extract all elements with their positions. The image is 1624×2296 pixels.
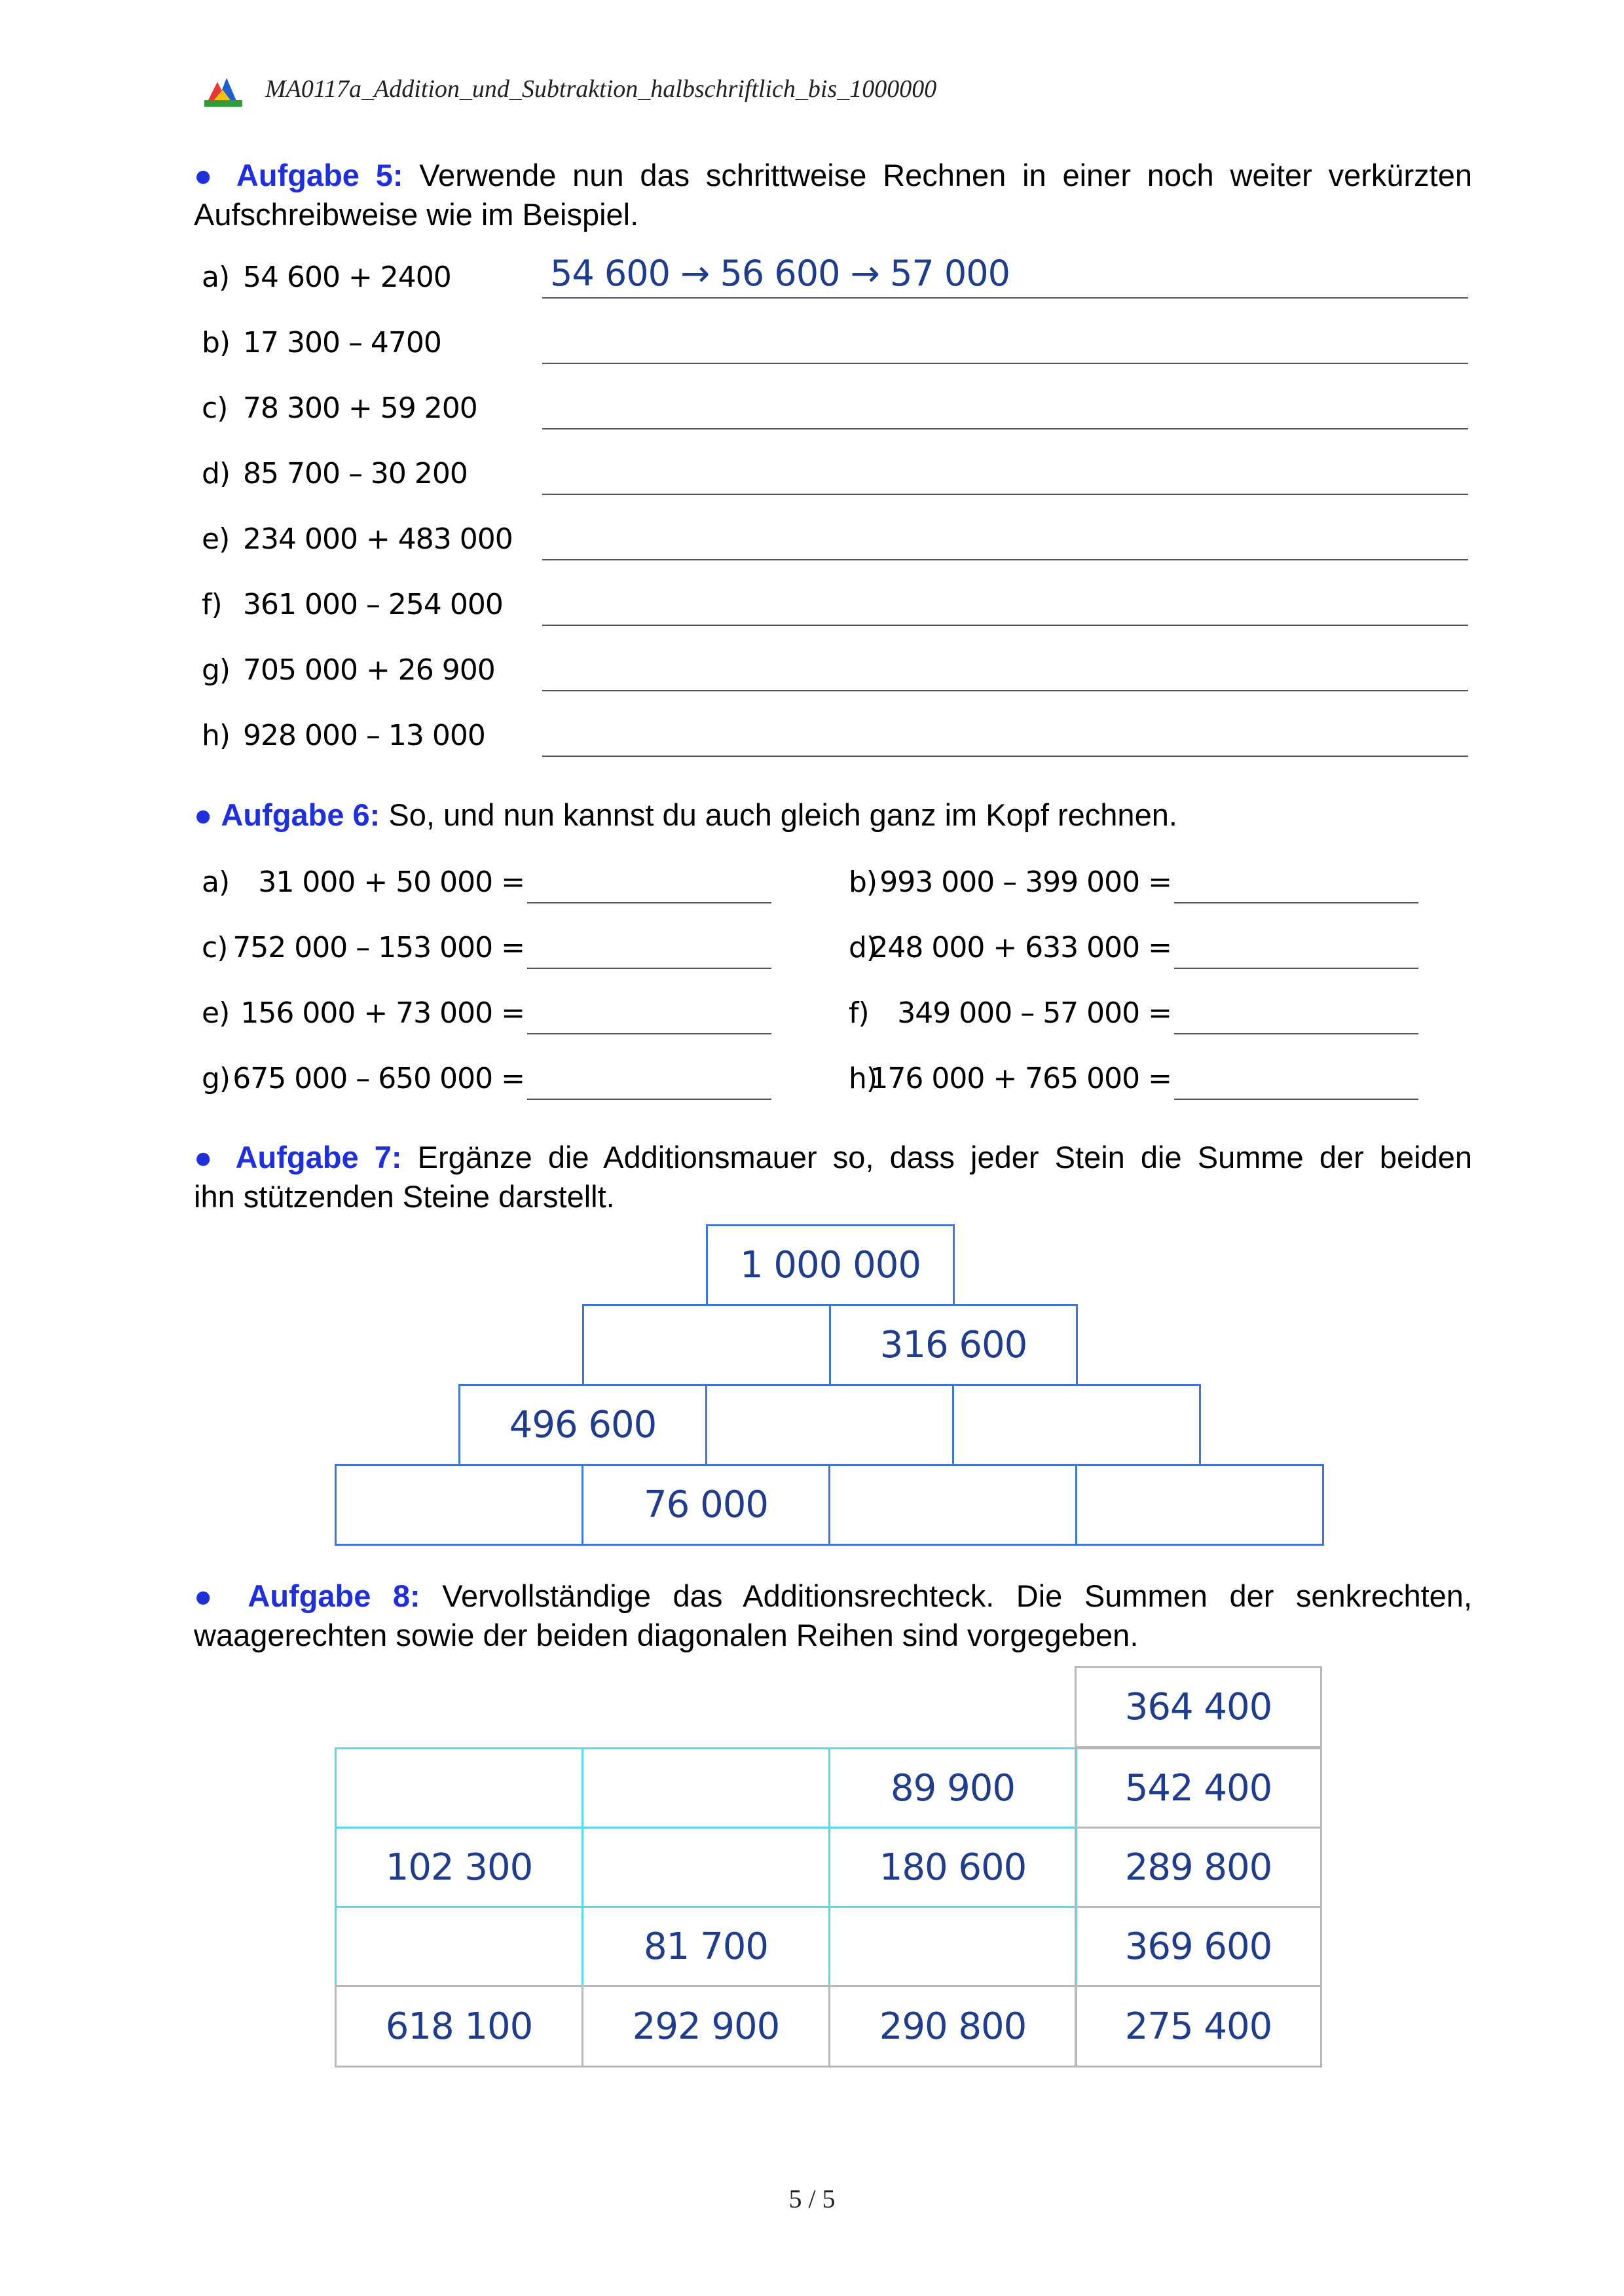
sum-value: 542 400: [1124, 1766, 1272, 1810]
task6-item-letter: h): [849, 1062, 877, 1095]
answer-line[interactable]: [1174, 1099, 1418, 1100]
column-sum-cell: [828, 1985, 1077, 2068]
task5-item-expression: 234 000 + 483 000: [243, 522, 513, 556]
wall-brick[interactable]: [1075, 1464, 1324, 1546]
wall-value: 316 600: [879, 1324, 1027, 1366]
sum-value: 290 800: [879, 2005, 1027, 2048]
task6-label: Aufgabe 6:: [221, 797, 380, 832]
answer-line[interactable]: [542, 690, 1468, 691]
task5-item-letter: e): [202, 522, 230, 556]
wall-brick[interactable]: [335, 1464, 583, 1546]
task6-intro: [194, 795, 1177, 835]
answer-line[interactable]: [527, 1099, 771, 1100]
rectangle-cell[interactable]: [828, 1747, 1077, 1829]
wall-brick[interactable]: [581, 1464, 830, 1546]
wall-brick[interactable]: [458, 1384, 707, 1466]
task8-text-line1: Vervollständige das Additionsrechteck. Die Summen der senkrechten,: [442, 1578, 1472, 1613]
task5-item-expression: 17 300 – 4700: [243, 326, 441, 359]
answer-line[interactable]: [542, 625, 1468, 626]
task5-item-expression: 928 000 – 13 000: [243, 719, 485, 752]
task7-text-line2: ihn stützenden Steine darstellt.: [194, 1179, 615, 1214]
document-title: MA0117a_Addition_und_Subtraktion_halbschriftlich_bis_1000000: [265, 75, 937, 103]
rectangle-cell[interactable]: [335, 1906, 583, 1987]
row-sum-cell: [1075, 1827, 1322, 1908]
bullet: ●: [194, 158, 221, 192]
rectangle-cell[interactable]: [581, 1827, 830, 1908]
wall-brick-top[interactable]: [706, 1224, 955, 1306]
rectangle-cell[interactable]: [581, 1906, 830, 1987]
task5-text-line1: Verwende nun das schrittweise Rechnen in einer noch weiter verkürzten: [419, 158, 1473, 192]
wall-value: 76 000: [644, 1484, 768, 1526]
wall-brick[interactable]: [952, 1384, 1201, 1466]
task6-item-letter: e): [202, 996, 230, 1030]
sum-value: 275 400: [1124, 2005, 1272, 2048]
task6-item-expression: 993 000 – 399 000 =: [879, 866, 1172, 899]
task5-item-expression: 78 300 + 59 200: [243, 392, 477, 425]
task5-item-letter: b): [202, 326, 231, 359]
answer-line[interactable]: [1174, 1033, 1418, 1034]
answer-line[interactable]: [1174, 968, 1418, 969]
column-sum-cell: [335, 1985, 583, 2068]
task5-item-expression: 85 700 – 30 200: [243, 457, 468, 490]
task5-item-expression: 361 000 – 254 000: [243, 588, 503, 621]
diagonal-sum-cell: [1075, 1985, 1322, 2068]
task8-text-line2: waagerechten sowie der beiden diagonalen Reihen sind vorgegeben.: [194, 1618, 1139, 1652]
sum-value: 289 800: [1124, 1846, 1272, 1889]
task5-item-letter: f): [202, 588, 222, 621]
task7-label: Aufgabe 7:: [235, 1140, 402, 1175]
task6-item-letter: g): [202, 1062, 231, 1095]
task7-text-line1: Ergänze die Additionsmauer so, dass jeder Stein die Summe der beiden: [417, 1140, 1473, 1175]
answer-line[interactable]: [542, 756, 1468, 757]
task6-item-letter: c): [202, 931, 228, 964]
rectangle-cell[interactable]: [828, 1827, 1077, 1908]
answer-line[interactable]: [527, 1033, 771, 1034]
task5-text-line2: Aufschreibweise wie im Beispiel.: [194, 197, 639, 232]
task6-item-expression: 176 000 + 765 000 =: [870, 1062, 1172, 1095]
task5-item-letter: d): [202, 457, 231, 490]
task5-item-expression: 705 000 + 26 900: [243, 653, 495, 687]
task6-item-letter: d): [849, 931, 877, 964]
rectangle-cell[interactable]: [335, 1747, 583, 1829]
wall-brick[interactable]: [705, 1384, 954, 1466]
answer-line[interactable]: [542, 559, 1468, 560]
task5-item-answer: 54 600 → 56 600 → 57 000: [550, 253, 1010, 294]
sum-value: 292 900: [632, 2005, 780, 2048]
task5-item-letter: a): [202, 261, 230, 294]
bullet: ●: [194, 797, 213, 832]
task5-item-expression: 54 600 + 2400: [243, 261, 451, 294]
task5-item-letter: c): [202, 392, 228, 425]
answer-line[interactable]: [542, 297, 1468, 299]
task6-item-expression: 752 000 – 153 000 =: [232, 931, 525, 964]
answer-line[interactable]: [1174, 902, 1418, 903]
cell-value: 89 900: [891, 1766, 1015, 1810]
task6-item-expression: 248 000 + 633 000 =: [870, 931, 1172, 964]
cell-value: 102 300: [385, 1846, 533, 1889]
bullet: ●: [194, 1140, 220, 1175]
task6-item-expression: 675 000 – 650 000 =: [232, 1062, 525, 1095]
wall-value: 1 000 000: [739, 1244, 921, 1286]
task6-item-expression: 349 000 – 57 000 =: [897, 996, 1172, 1030]
answer-line[interactable]: [527, 968, 771, 969]
publisher-logo-icon: [203, 75, 244, 108]
task6-item-expression: 31 000 + 50 000 =: [258, 866, 525, 899]
wall-brick[interactable]: [829, 1304, 1078, 1386]
wall-brick[interactable]: [582, 1304, 831, 1386]
wall-brick[interactable]: [828, 1464, 1077, 1546]
sum-value: 364 400: [1124, 1686, 1272, 1728]
diagonal-sum-cell: [1075, 1666, 1322, 1748]
rectangle-cell[interactable]: [581, 1747, 830, 1829]
answer-line[interactable]: [542, 363, 1468, 364]
sum-value: 618 100: [385, 2005, 533, 2048]
page-number: 5 / 5: [788, 2184, 836, 2214]
rectangle-cell[interactable]: [828, 1906, 1077, 1987]
task6-item-expression: 156 000 + 73 000 =: [240, 996, 525, 1030]
rectangle-cell[interactable]: [335, 1827, 583, 1908]
task6-item-letter: b): [849, 866, 877, 899]
column-sum-cell: [581, 1985, 830, 2068]
task5-intro: [194, 156, 1472, 195]
answer-line[interactable]: [527, 902, 771, 903]
wall-value: 496 600: [509, 1404, 657, 1446]
task8-label: Aufgabe 8:: [248, 1578, 420, 1613]
task5-item-letter: h): [202, 719, 231, 752]
sum-value: 369 600: [1124, 1925, 1272, 1968]
answer-line[interactable]: [542, 428, 1468, 429]
task6-item-letter: f): [849, 996, 869, 1030]
task5-item-letter: g): [202, 653, 231, 687]
bullet: ●: [194, 1578, 226, 1613]
task8-intro: [194, 1576, 1472, 1616]
task6-text: So, und nun kannst du auch gleich ganz im Kopf rechnen.: [388, 797, 1177, 832]
task5-label: Aufgabe 5:: [236, 158, 403, 192]
row-sum-cell: [1075, 1906, 1322, 1987]
cell-value: 81 700: [644, 1925, 768, 1968]
row-sum-cell: [1075, 1747, 1322, 1829]
task6-item-letter: a): [202, 866, 230, 899]
task7-intro: [194, 1138, 1472, 1177]
answer-line[interactable]: [542, 494, 1468, 495]
cell-value: 180 600: [879, 1846, 1027, 1889]
